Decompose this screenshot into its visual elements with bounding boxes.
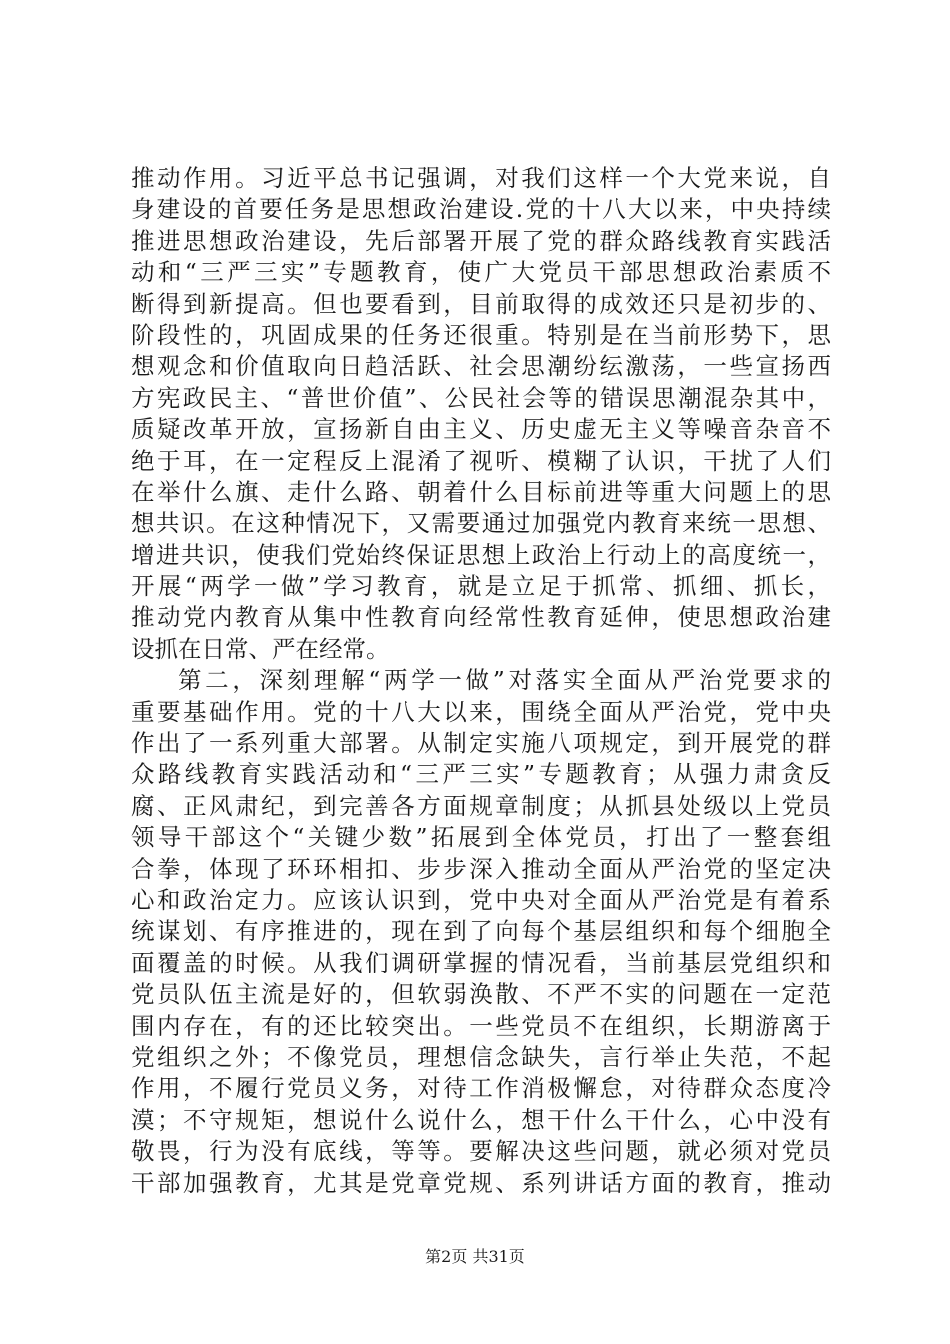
text-line: 心和政治定力。应该认识到，党中央对全面从严治党是有着系 [131,885,831,914]
page-footer: 第2页 共31页 [425,1247,525,1266]
text-line: 推动党内教育从集中性教育向经常性教育延伸，使思想政治建 [131,603,831,632]
text-line: 重要基础作用。党的十八大以来，围绕全面从严治党，党中央 [131,697,831,726]
body-text [131,163,831,1199]
text-line: 党员队伍主流是好的，但软弱涣散、不严不实的问题在一定范 [131,980,831,1009]
text-line: 推动作用。习近平总书记强调，对我们这样一个大党来说，自 [131,164,831,192]
text-line: 断得到新提高。但也要看到，目前取得的成效还只是初步的、 [131,289,831,318]
text-line: 身建设的首要任务是思想政治建设.党的十八大以来，中央持续 [131,195,831,224]
text-line: 想共识。在这种情况下，又需要通过加强党内教育来统一思想、 [131,509,831,538]
text-line: 想观念和价值取向日趋活跃、社会思潮纷纭激荡，一些宣扬西 [131,352,831,381]
text-line: 方宪政民主、“普世价值”、公民社会等的错误思潮混杂其中， [131,383,831,412]
text-line: 众路线教育实践活动和“三严三实”专题教育；从强力肃贪反 [131,760,831,789]
text-line: 统谋划、有序推进的，现在到了向每个基层组织和每个细胞全 [131,917,831,946]
text-line: 设抓在日常、严在经常。 [131,634,390,663]
text-line: 腐、正风肃纪，到完善各方面规章制度；从抓县处级以上党员 [131,791,831,820]
text-line: 干部加强教育，尤其是党章党规、系列讲话方面的教育，推动 [131,1168,831,1197]
text-line: 领导干部这个“关键少数”拓展到全体党员，打出了一整套组 [131,823,831,852]
text-line: 质疑改革开放，宣扬新自由主义、历史虚无主义等噪音杂音不 [131,415,831,444]
text-line: 绝于耳，在一定程反上混淆了视听、模糊了认识，干扰了人们 [131,446,831,475]
text-line: 阶段性的，巩固成果的任务还很重。特别是在当前形势下，思 [131,320,831,349]
text-line: 推进思想政治建设，先后部署开展了党的群众路线教育实践活 [131,226,831,255]
text-line: 合拳，体现了环环相扣、步步深入推动全面从严治党的坚定决 [131,854,831,883]
text-line: 开展“两学一做”学习教育，就是立足于抓常、抓细、抓长， [131,572,831,601]
text-line: 作用，不履行党员义务，对待工作消极懈怠，对待群众态度冷 [131,1074,831,1103]
text-line: 第二，深刻理解“两学一做”对落实全面从严治党要求的 [178,666,831,695]
text-line: 围内存在，有的还比较突出。一些党员不在组织，长期游离于 [131,1011,831,1040]
text-line: 面覆盖的时候。从我们调研掌握的情况看，当前基层党组织和 [131,948,831,977]
text-line: 作出了一系列重大部署。从制定实施八项规定，到开展党的群 [131,729,831,758]
text-line: 在举什么旗、走什么路、朝着什么目标前进等重大问题上的思 [131,477,831,506]
text-line: 敬畏，行为没有底线，等等。要解决这些问题，就必须对党员 [131,1137,831,1166]
text-line: 动和“三严三实”专题教育，使广大党员干部思想政治素质不 [131,258,831,287]
text-line: 漠；不守规矩，想说什么说什么，想干什么干什么，心中没有 [131,1105,831,1134]
text-line: 增进共识，使我们党始终保证思想上政治上行动上的高度统一， [131,540,831,569]
text-line: 党组织之外；不像党员，理想信念缺失，言行举止失范，不起 [131,1042,831,1071]
